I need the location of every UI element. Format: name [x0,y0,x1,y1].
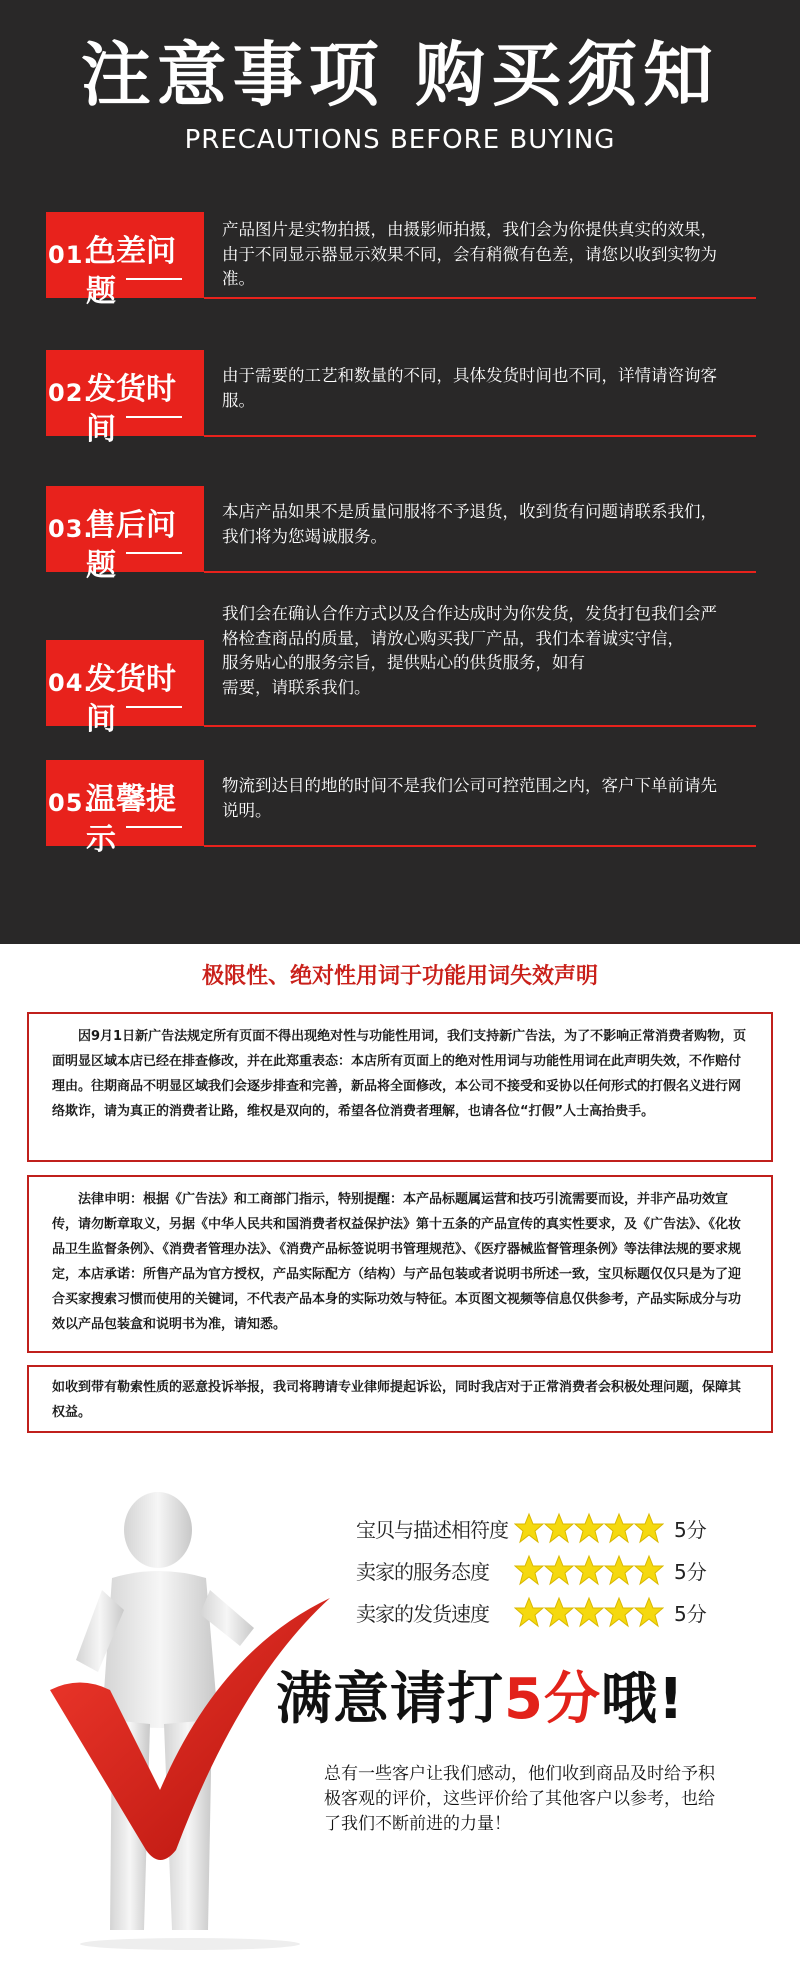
notice-row [0,600,800,737]
rating-call-to-action [276,1662,685,1738]
notice-text [222,602,722,700]
tag-underline [126,278,182,280]
notice-number: 04. [48,669,94,697]
tag-underline [126,826,182,828]
notice-text: 物流到达目的地的时间不是我们公司可控范围之内，客户下单前请先说明。 [222,776,717,820]
notice-text: 产品图片是实物拍摄，由摄影师拍摄，我们会为你提供真实的效果，由于不同显示器显示效果不同，会有稍微有色差，请您以收到实物为准。 [222,220,717,288]
page-subtitle: PRECAUTIONS BEFORE BUYING [184,125,616,155]
notice-divider [204,725,756,727]
rating-score: 5分 [674,1518,707,1542]
notice-text: 本店产品如果不是质量问服将不予退货，收到货有问题请联系我们，我们将为您竭诚服务。 [222,502,717,546]
declaration-title: 极限性、绝对性用词于功能用词失效声明 [201,964,598,989]
notice-divider [204,845,756,847]
notice-heading: 色差问题 [86,234,176,309]
notice-heading: 发货时间 [86,372,176,447]
five-star-icon [514,1554,664,1588]
cta-highlight: 5分 [504,1667,601,1732]
notice-divider [204,297,756,299]
notice-row [0,212,800,312]
complaint-notice-paragraph: 如收到带有勒索性质的恶意投诉举报，我司将聘请专业律师提起诉讼，同时我店对于正常消费者会积极处理问题，保障其权益。 [52,1380,742,1420]
notice-text-line: 需要，请联系我们。 [222,677,371,697]
tag-underline [126,706,182,708]
declaration-paragraph: 因9月1日新广告法规定所有页面不得出现绝对性与功能性用词，我们支持新广告法，为了不影响正常消费者购物，页面明显区域本店已经在排查修改，并在此郑重表态：本店所有页面上的绝对性用词与功能性用词在此声明失效，不作赔付理由。往期商品不明显区域我们会逐步排查和完善，新品将全面修改，本公司不接受和妥协以任何形式的打假名义进行网络欺诈，请为真正的消费者让路，维权是双向的，希望各位消费者理解，也请各位“打假”人士高抬贵手。 [52,1029,747,1119]
legal-statement-box [27,1175,773,1353]
notice-text-line: 服务贴心的服务宗旨，提供贴心的供货服务，如有 [222,653,585,672]
precautions-section [0,0,800,944]
rating-label: 宝贝与描述相符度 [356,1518,508,1542]
notice-text: 由于需要的工艺和数量的不同，具体发货时间也不同，详情请咨询客服。 [222,366,717,410]
notice-row [0,350,800,450]
rating-label: 卖家的发货速度 [356,1602,489,1626]
notice-number: 02. [48,379,94,407]
rating-label: 卖家的服务态度 [356,1560,489,1584]
rating-row-service [356,1554,776,1590]
cta-text-end: 哦! [600,1667,685,1732]
cta-text: 满意请打 [276,1667,504,1732]
notice-text-line: 我们会在确认合作方式以及合作达成时为你发货，发货打包我们会严格检查商品的质量，请放心购买我厂产品，我们本着诚实守信， [222,604,717,648]
notice-tag [46,486,204,583]
notice-heading: 温馨提示 [86,782,176,857]
five-star-icon [514,1512,664,1546]
notice-number: 01. [48,241,94,269]
notice-row [0,486,800,586]
notice-number: 05. [48,789,94,817]
legal-statement-paragraph: 法律申明：根据《广告法》和工商部门指示，特别提醒：本产品标题属运营和技巧引流需要而设，并非产品功效宣传，请勿断章取义，另据《中华人民共和国消费者权益保护法》第十五条的产品宣传的真实性要求，及《广告法》、《化妆品卫生监督条例》、《消费者管理办法》、《消费产品标签说明书管理规范》、《医疗器械监督管理条例》等法律法规的要求规定，本店承诺：所售产品为官方授权，产品实际配方（结构）与产品包装或者说明书所述一致，宝贝标题仅仅只是为了迎合买家搜索习惯而使用的关键词，不代表产品本身的实际功效与特征。本页图文视频等信息仅供参考，产品实际成分与功效以产品包装盒和说明书为准，请知悉。 [52,1192,742,1332]
rating-score: 5分 [674,1560,707,1584]
notice-divider [204,571,756,573]
notice-tag [46,640,204,737]
cta-description: 总有一些客户让我们感动，他们收到商品及时给予积极客观的评价，这些评价给了其他客户以参考，也给了我们不断前进的力量！ [324,1764,715,1834]
notice-tag [46,760,204,857]
complaint-notice-box [27,1365,773,1433]
notice-row [0,760,800,860]
rating-row-description [356,1512,776,1548]
rating-row-shipping [356,1596,776,1632]
notice-number: 03. [48,515,94,543]
notice-divider [204,435,756,437]
notice-tag [46,212,204,309]
declaration-box [27,1012,773,1162]
notice-heading: 发货时间 [86,662,176,737]
page-title: 注意事项 购买须知 [80,34,720,116]
tag-underline [126,416,182,418]
notice-heading: 售后问题 [86,508,176,583]
five-star-icon [514,1596,664,1630]
tag-underline [126,552,182,554]
notice-tag [46,350,204,447]
rating-score: 5分 [674,1602,707,1626]
